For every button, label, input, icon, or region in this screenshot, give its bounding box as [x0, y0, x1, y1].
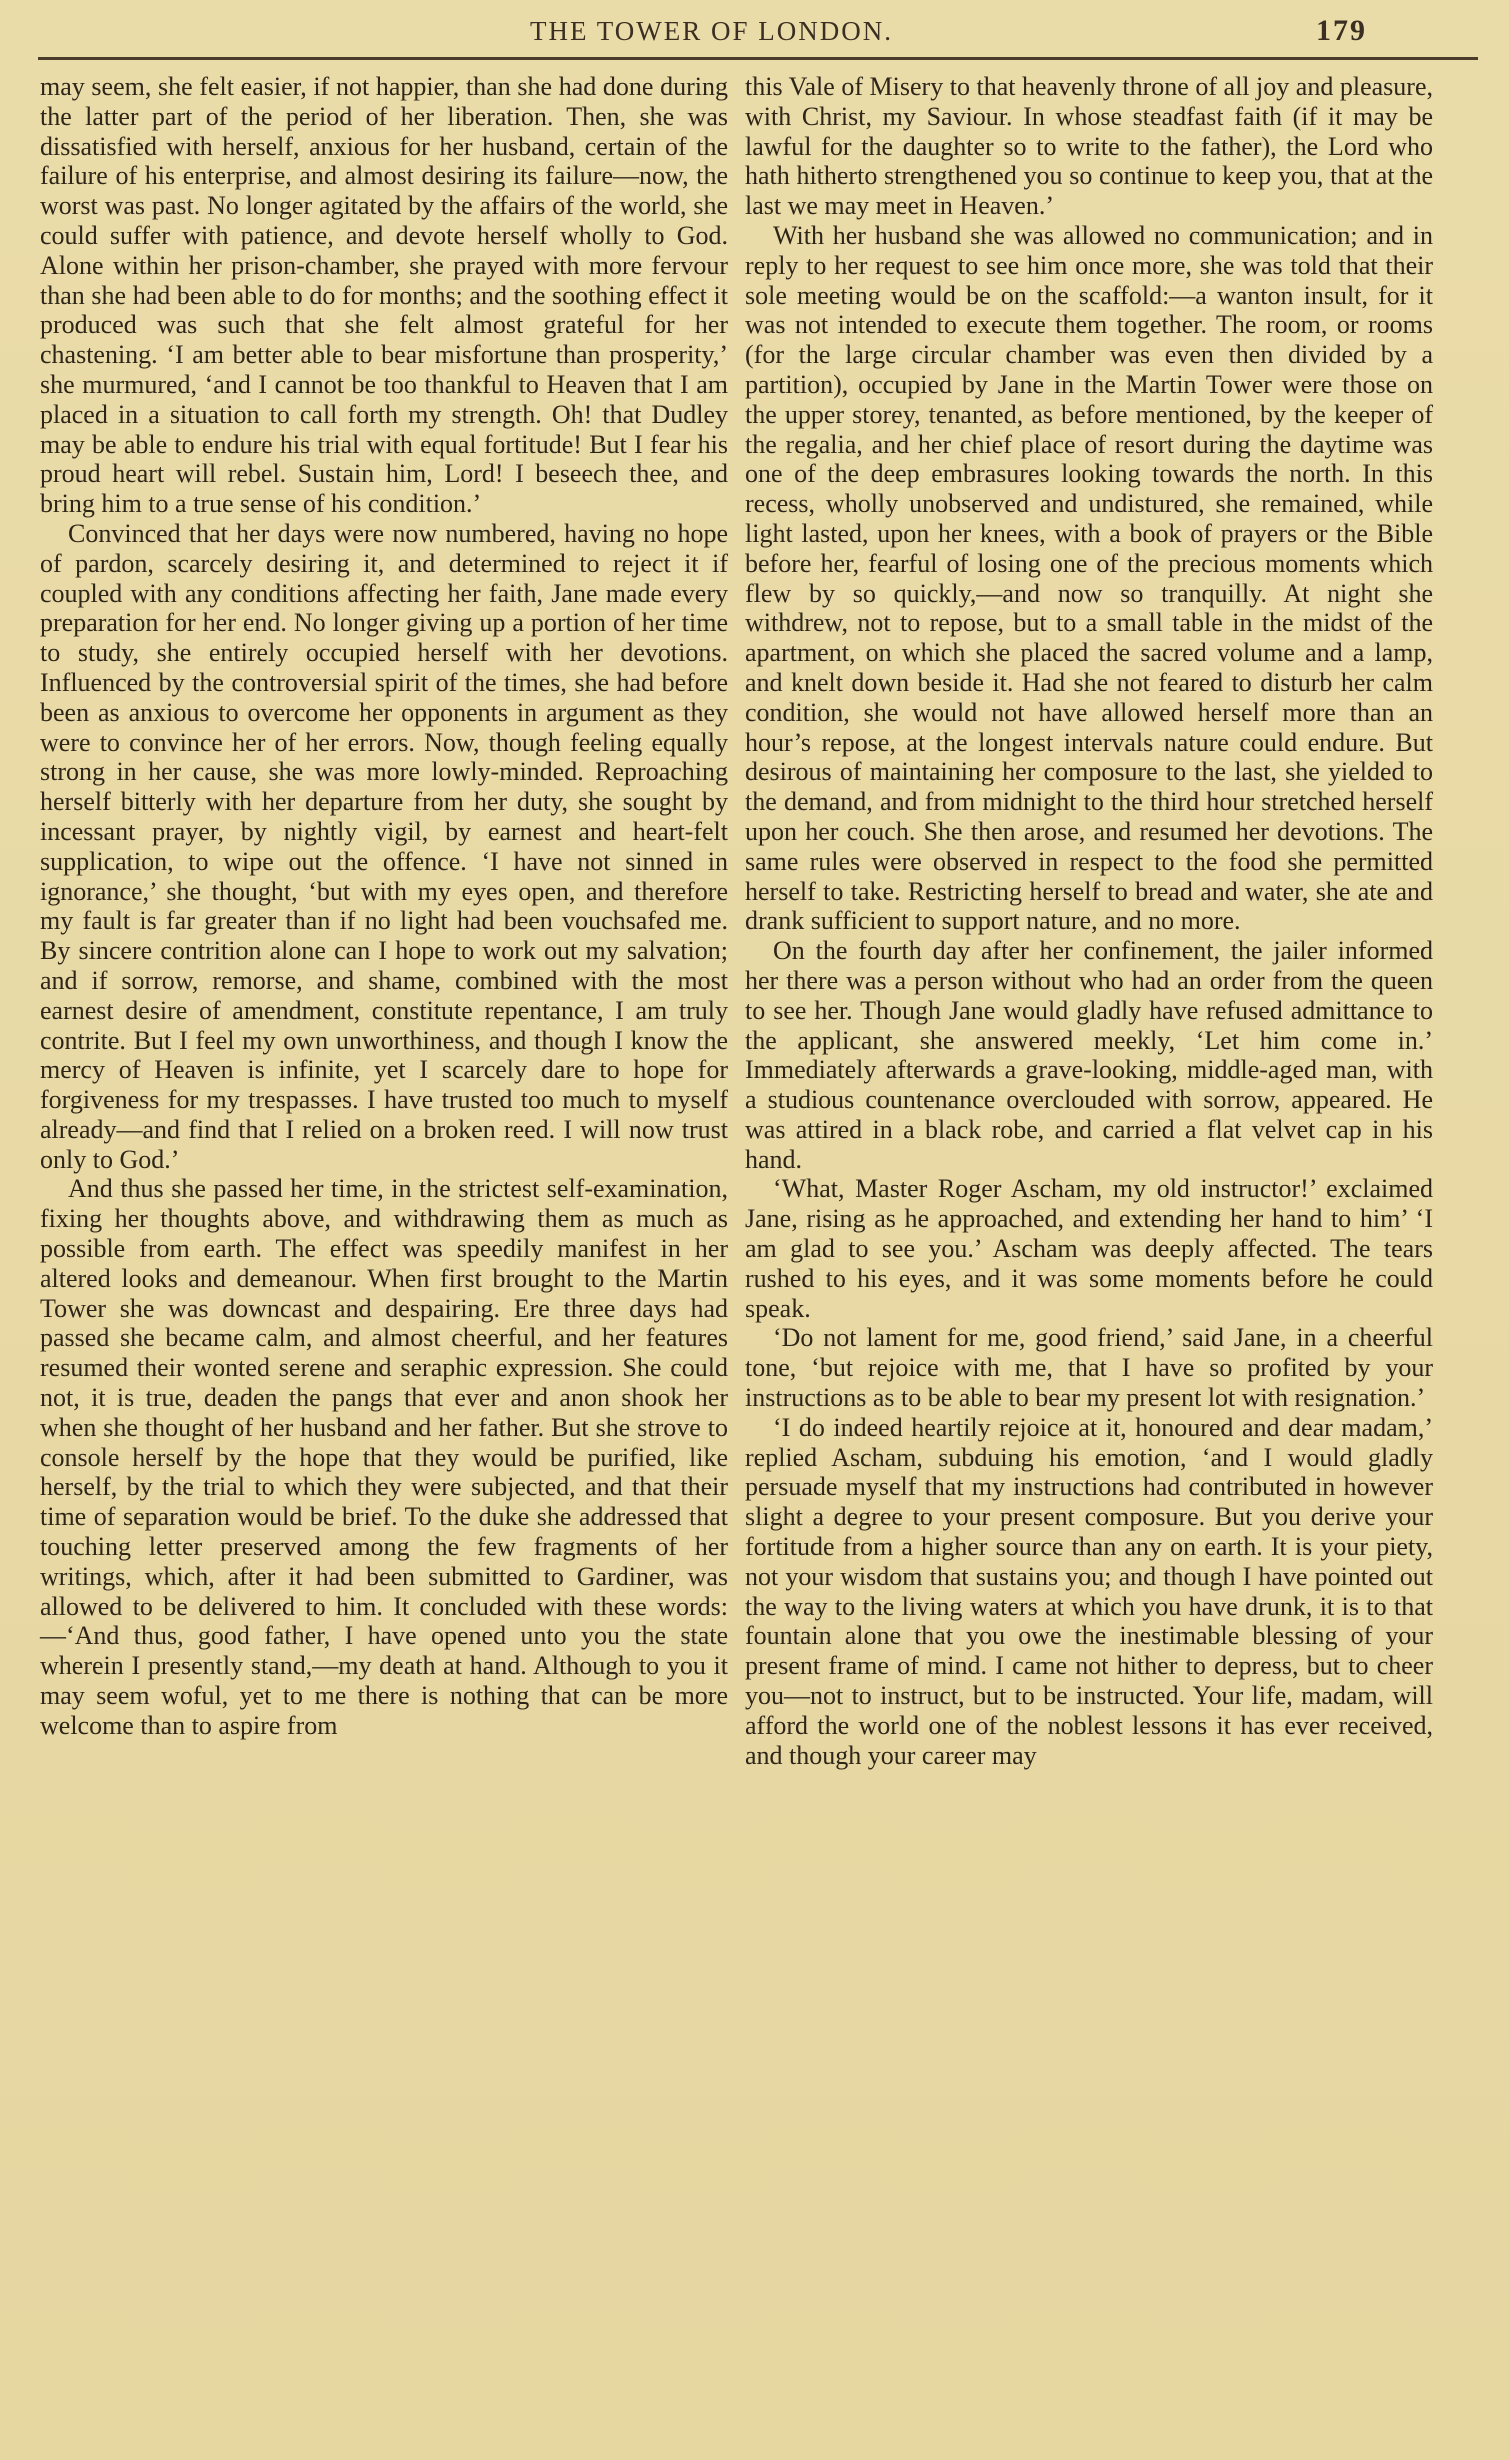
running-title: THE TOWER OF LONDON. — [530, 16, 893, 46]
paragraph: Convinced that her days were now numbered, having no hope of pardon, scarcely desiring it, and determined to reject it if coupled with any conditions affecting her faith, Jane made every preparation for her end. No longer giving up a portion of her time to study, she entirely occupied herself with her devotions. Influenced by the controversial spirit of the times, she had before been as anxious to overcome her opponents in argument as they were to convince her of her errors. Now, though feeling equally strong in her cause, she was more lowly-minded. Reproaching herself bitterly with her departure from her duty, she sought by incessant prayer, by nightly vigil, by earnest and heart-felt supplication, to wipe out the offence. ‘I have not sinned in ignorance,’ she thought, ‘but with my eyes open, and therefore my fault is far greater than if no light had been vouchsafed me. By sincere contrition alone can I hope to work out my salvation; and if sorrow, remorse, and shame, combined with the most earnest desire of amendment, constitute repentance, I am truly contrite. But I feel my own unworthiness, and though I know the mercy of Heaven is infinite, yet I scarcely dare to hope for forgiveness for my trespasses. I have trusted too much to myself already—and find that I relied on a broken reed. I will now trust only to God.’ — [40, 518, 728, 1174]
paragraph: this Vale of Misery to that heavenly throne of all joy and pleasure, with Christ, my Saviour. In whose steadfast faith (if it may be lawful for the daughter so to write to the father), the Lord who hath hitherto strengthened you so continue to keep you, that at the last we may meet in Heaven.’ — [745, 72, 1433, 221]
paragraph: On the fourth day after her confinement, the jailer informed her there was a person without who had an order from the queen to see her. Though Jane would gladly have refused admittance to the applicant, she answered meekly, ‘Let him come in.’ Immediately afterwards a grave-looking, middle-aged man, with a studious countenance overclouded with sorrow, appeared. He was attired in a black robe, and carried a flat velvet cap in his hand. — [745, 936, 1433, 1174]
paragraph: ‘Do not lament for me, good friend,’ said Jane, in a cheerful tone, ‘but rejoice with me, that I have so profited by your instructions as to be able to bear my present lot with resignation.’ — [745, 1323, 1433, 1413]
running-header — [0, 14, 1509, 54]
left-column — [40, 72, 728, 1741]
right-column — [745, 72, 1433, 1770]
paragraph: And thus she passed her time, in the strictest self-examination, fixing her thoughts above, and withdrawing them as much as possible from earth. The effect was speedily manifest in her altered looks and demeanour. When first brought to the Martin Tower she was downcast and despairing. Ere three days had passed she became calm, and almost cheerful, and her features resumed their wonted serene and seraphic expression. She could not, it is true, deaden the pangs that ever and anon shook her when she thought of her husband and her father. But she strove to console herself by the hope that they would be purified, like herself, by the trial to which they were subjected, and that their time of separation would be brief. To the duke she addressed that touching letter preserved among the few fragments of her writings, which, after it had been submitted to Gardiner, was allowed to be delivered to him. It concluded with these words:—‘And thus, good father, I have opened unto you the state wherein I presently stand,—my death at hand. Although to you it may seem woful, yet to me there is nothing that can be more welcome than to aspire from — [40, 1174, 728, 1740]
paragraph: ‘I do indeed heartily rejoice at it, honoured and dear madam,’ replied Ascham, subduing his emotion, ‘and I would gladly persuade myself that my instructions had contributed in however slight a degree to your present composure. But you derive your fortitude from a higher source than any on earth. It is your piety, not your wisdom that sustains you; and though I have pointed out the way to the living waters at which you have drunk, it is to that fountain alone that you owe the inestimable blessing of your present frame of mind. I came not hither to depress, but to cheer you—not to instruct, but to be instructed. Your life, madam, will afford the world one of the noblest lessons it has ever received, and though your career may — [745, 1412, 1433, 1770]
paragraph: may seem, she felt easier, if not happier, than she had done during the latter part of the period of her liberation. Then, she was dissatisfied with herself, anxious for her husband, certain of the failure of his enterprise, and almost desiring its failure—now, the worst was past. No longer agitated by the affairs of the world, she could suffer with patience, and devote herself wholly to God. Alone within her prison-chamber, she prayed with more fervour than she had been able to do for months; and the soothing effect it produced was such that she felt almost grateful for her chastening. ‘I am better able to bear misfortune than prosperity,’ she murmured, ‘and I cannot be too thankful to Heaven that I am placed in a situation to call forth my strength. Oh! that Dudley may be able to endure his trial with equal fortitude! But I fear his proud heart will rebel. Sustain him, Lord! I beseech thee, and bring him to a true sense of his condition.’ — [40, 72, 728, 519]
paragraph: ‘What, Master Roger Ascham, my old instructor!’ exclaimed Jane, rising as he approached, and extending her hand to him’ ‘I am glad to see you.’ Ascham was deeply affected. The tears rushed to his eyes, and it was some moments before he could speak. — [745, 1174, 1433, 1323]
paragraph: With her husband she was allowed no communication; and in reply to her request to see him once more, she was told that their sole meeting would be on the scaffold:—a wanton insult, for it was not intended to execute them together. The room, or rooms (for the large circular chamber was even then divided by a partition), occupied by Jane in the Martin Tower were those on the upper storey, tenanted, as before mentioned, by the keeper of the regalia, and her chief place of resort during the daytime was one of the deep embrasures looking towards the north. In this recess, wholly unobserved and undistured, she remained, while light lasted, upon her knees, with a book of prayers or the Bible before her, fearful of losing one of the precious moments which flew by so quickly,—and now so tranquilly. At night she withdrew, not to repose, but to a small table in the midst of the apartment, on which she placed the sacred volume and a lamp, and knelt down beside it. Had she not feared to disturb her calm condition, she would not have allowed herself more than an hour’s repose, at the longest intervals nature could endure. But desirous of maintaining her composure to the last, she yielded to the demand, and from midnight to the third hour stretched herself upon her couch. She then arose, and resumed her devotions. The same rules were observed in respect to the food she permitted herself to take. Restricting herself to bread and water, she ate and drank sufficient to support nature, and no more. — [745, 220, 1433, 936]
header-rule — [38, 57, 1478, 60]
page-number: 179 — [1316, 14, 1367, 47]
